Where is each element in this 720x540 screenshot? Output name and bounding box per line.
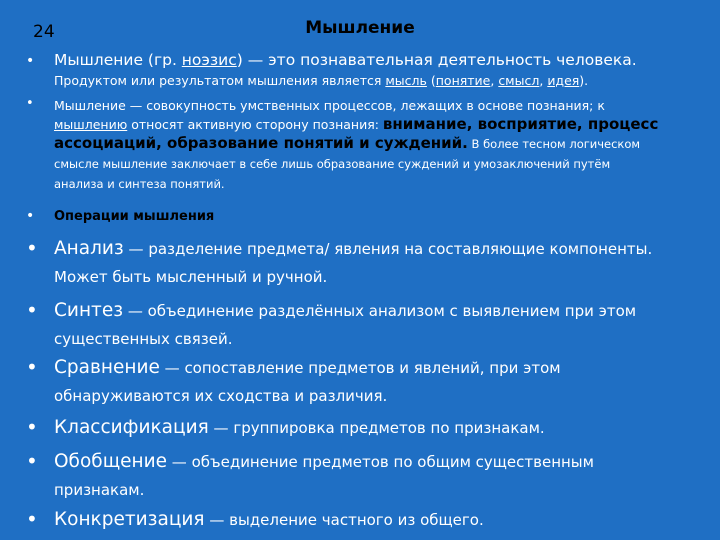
bullet-icon: • bbox=[26, 298, 38, 322]
definition-line: Мышление (гр. ноэзис) — это познавательная деятельность человека. bbox=[54, 51, 637, 69]
list-item: Анализ — разделение предмета/ явления на составляющие компоненты. Может быть мысленный и ручной. bbox=[54, 238, 653, 286]
bullet-icon: • bbox=[26, 96, 34, 111]
list-item: Конкретизация — выделение частного из общего. bbox=[54, 509, 484, 530]
bullet-icon: • bbox=[26, 449, 38, 473]
list-item: Синтез — объединение разделённых анализом с выявлением при этом существенных связей. bbox=[54, 300, 637, 348]
page-title: Мышление bbox=[305, 18, 415, 38]
product-line: Продуктом или результатом мышления является мысль (понятие, смысл, идея). bbox=[54, 73, 589, 88]
slide-number: 24 bbox=[33, 22, 55, 42]
bullet-icon: • bbox=[26, 208, 35, 224]
bullet-icon: • bbox=[26, 507, 38, 531]
operations-heading: Операции мышления bbox=[54, 209, 215, 224]
list-item: Сравнение — сопоставление предметов и явлений, при этом обнаруживаются их сходства и различия. bbox=[54, 357, 561, 405]
bullet-icon: • bbox=[26, 53, 35, 69]
bullet-icon: • bbox=[26, 236, 38, 260]
bullet-icon: • bbox=[26, 355, 38, 379]
bullet-icon: • bbox=[26, 415, 38, 439]
list-item: Классификация — группировка предметов по признакам. bbox=[54, 417, 545, 438]
process-paragraph: Мышление — совокупность умственных процессов, лежащих в основе познания; к мышлению относят активную сторону познания: внимание, восприятие, процесс ассоциаций, образование понятий и суждений. В более тесном логическом смысле мышление заключает в себе лишь образование суждений и умозаключений путём анализа и синтеза понятий. bbox=[54, 98, 659, 191]
list-item: Обобщение — объединение предметов по общим существенным признакам. bbox=[54, 451, 594, 499]
